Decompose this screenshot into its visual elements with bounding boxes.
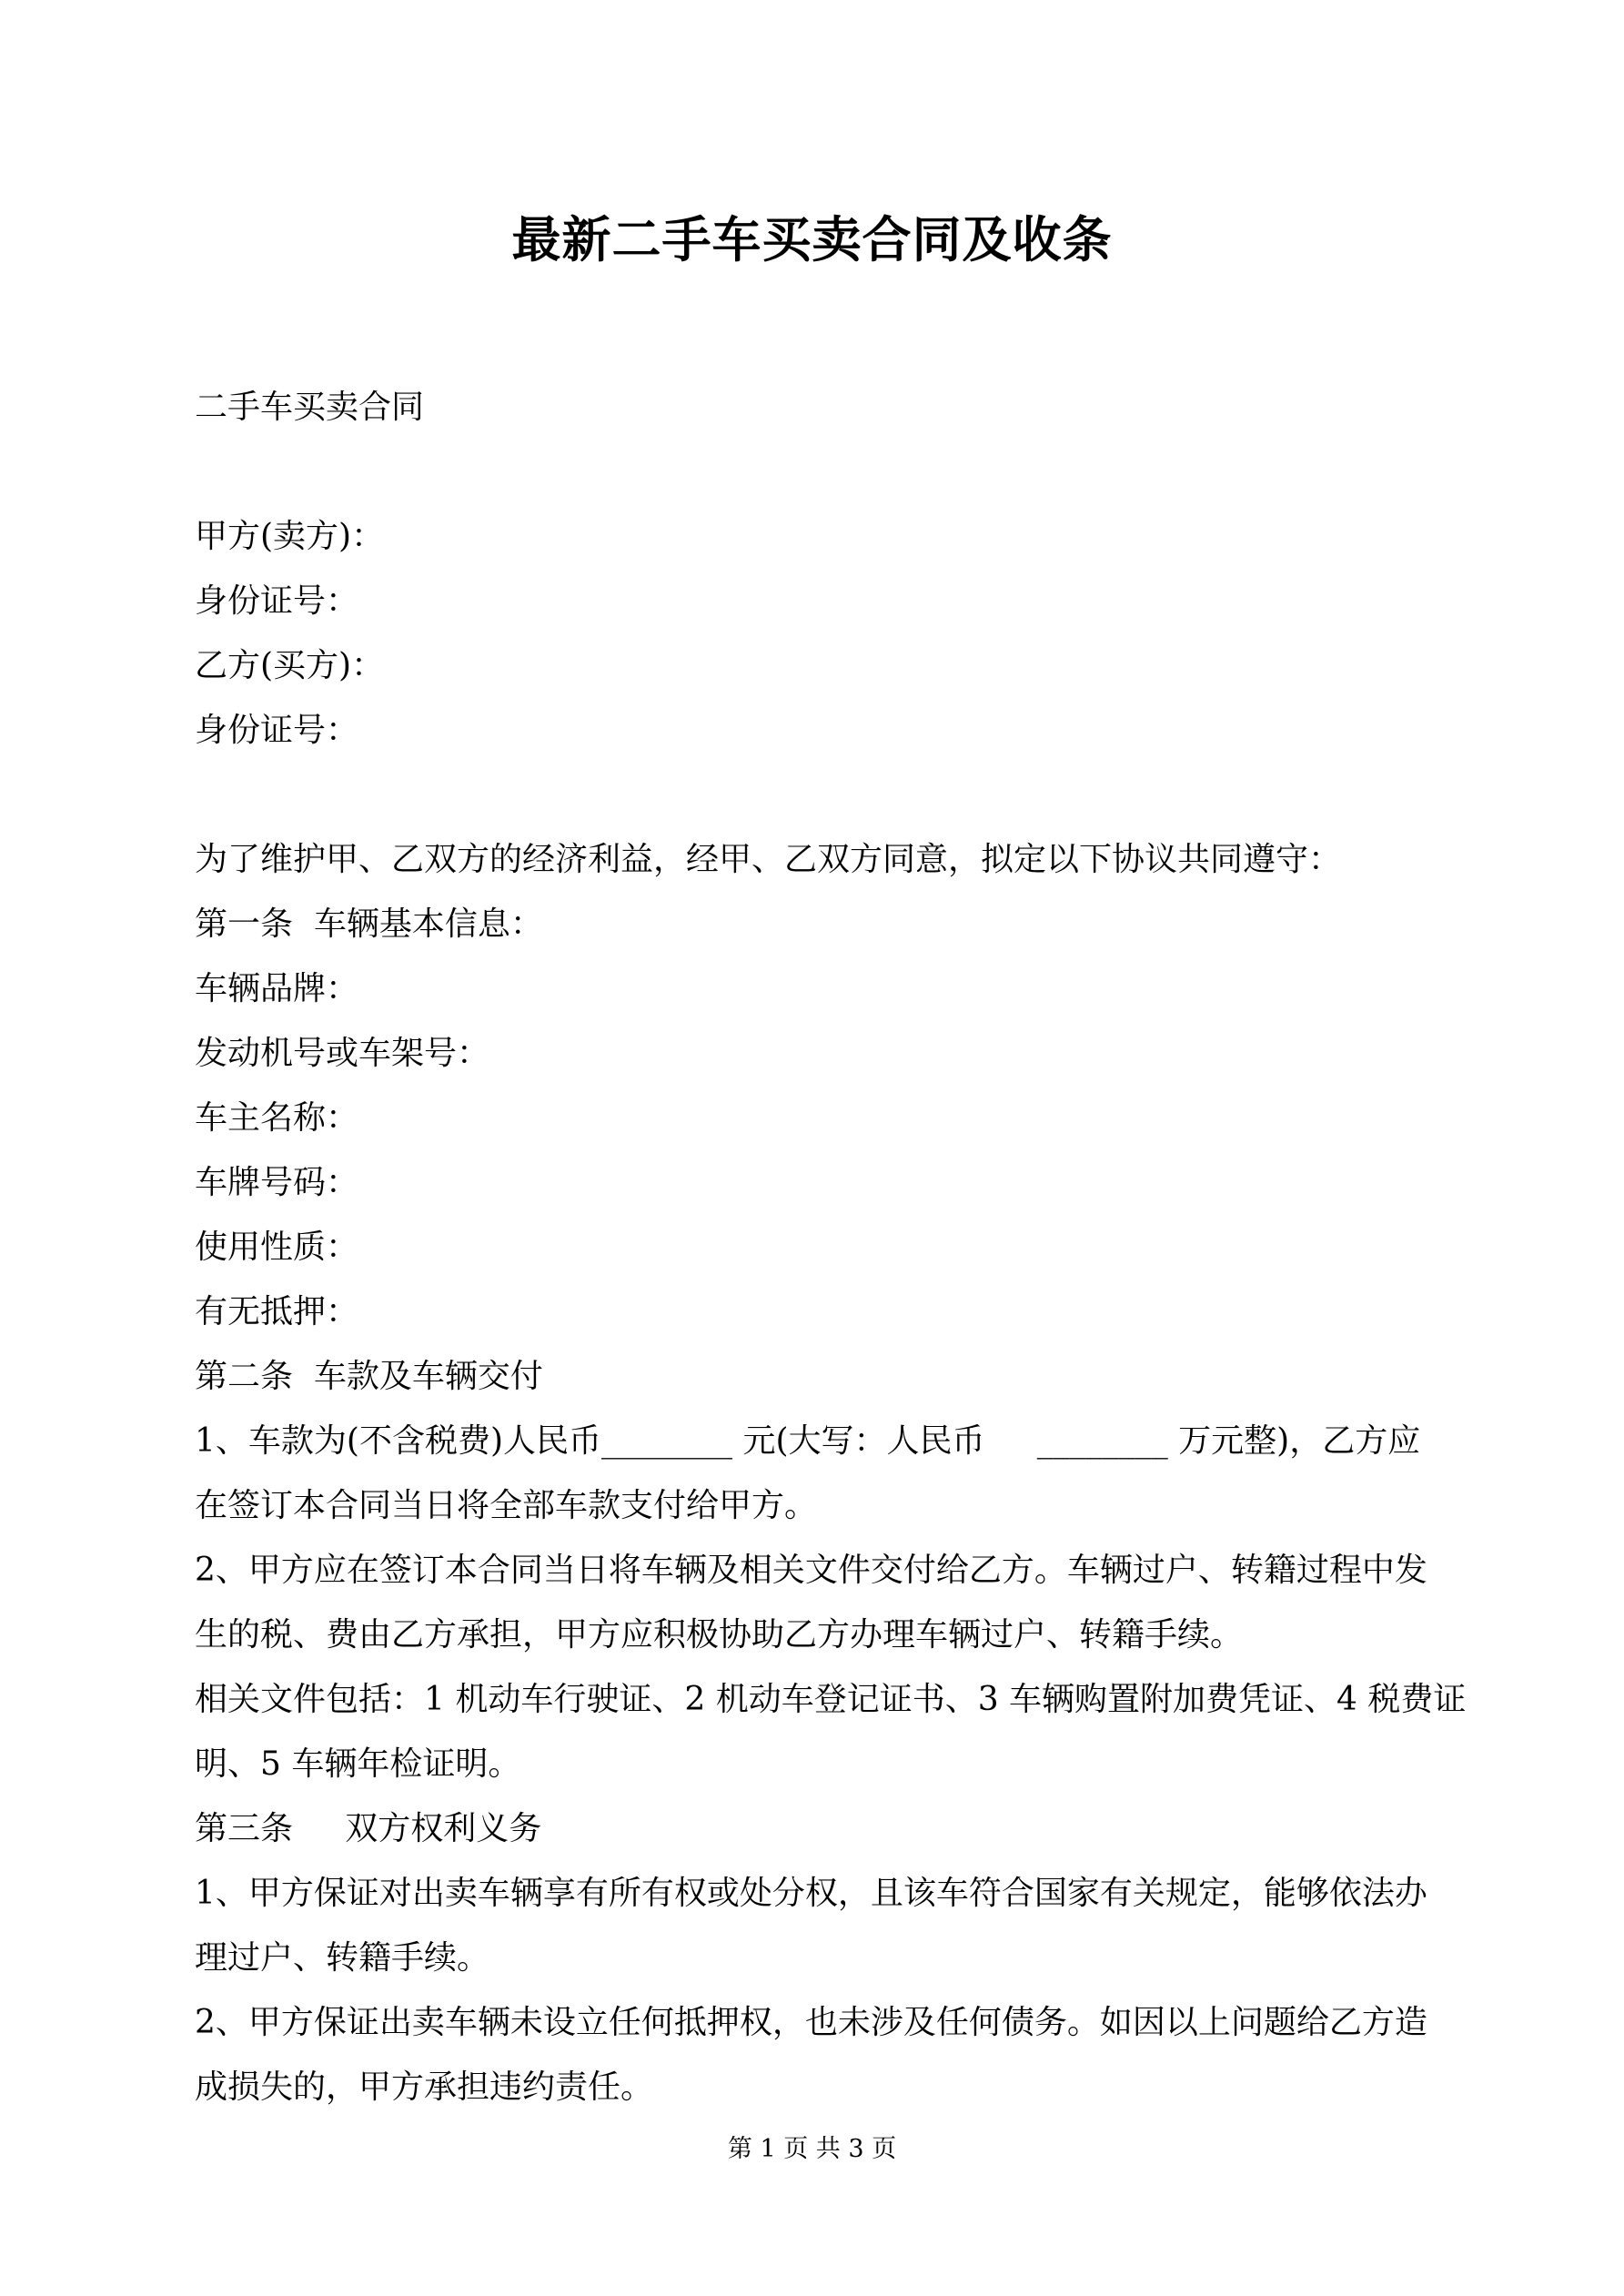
article2-heading: 第二条 车款及车辆交付 (195, 1358, 543, 1395)
article2-item2-line1: 2、甲方应在签订本合同当日将车辆及相关文件交付给乙方。车辆过户、转籍过程中发 (195, 1552, 1427, 1589)
usage-type-label: 使用性质： (195, 1229, 359, 1266)
article2-item2-line2: 生的税、费由乙方承担，甲方应积极协助乙方办理车辆过户、转籍手续。 (195, 1616, 1244, 1654)
article3-heading: 第三条 双方权利义务 (195, 1810, 542, 1847)
seller-id-label: 身份证号： (195, 582, 359, 620)
article2-docs-line1: 相关文件包括：1 机动车行驶证、2 机动车登记证书、3 车辆购置附加费凭证、4 税费证 (195, 1681, 1467, 1718)
buyer-label: 乙方(买方)： (195, 647, 385, 684)
article3-item1-line1: 1、甲方保证对出卖车辆享有所有权或处分权，且该车符合国家有关规定，能够依法办 (195, 1875, 1427, 1912)
article1-heading: 第一条 车辆基本信息： (195, 905, 543, 943)
buyer-id-label: 身份证号： (195, 712, 359, 749)
vehicle-brand-label: 车辆品牌： (195, 970, 359, 1007)
article2-item1-line1: 1、车款为(不含税费)人民币________ 元(大写：人民币 ________ 万元整)，乙方应 (195, 1422, 1421, 1460)
spacer (195, 440, 1441, 504)
article3-item2-line2: 成损失的，甲方承担违约责任。 (195, 2068, 654, 2106)
article2-item1-line2: 在签订本合同当日将全部车款支付给甲方。 (195, 1487, 818, 1524)
contract-subtitle: 二手车买卖合同 (195, 389, 425, 426)
engine-number-label: 发动机号或车架号： (195, 1035, 490, 1072)
owner-name-label: 车主名称： (195, 1099, 359, 1137)
plate-number-label: 车牌号码： (195, 1164, 359, 1201)
article2-docs-line2: 明、5 车辆年检证明。 (195, 1745, 521, 1783)
document-body (195, 375, 1467, 2119)
document-title: 最新二手车买卖合同及收条 (511, 210, 1113, 268)
spacer (195, 763, 1441, 827)
page-footer: 第 1 页 共 3 页 (727, 2135, 897, 2163)
article3-item1-line2: 理过户、转籍手续。 (195, 1939, 490, 1977)
intro-paragraph: 为了维护甲、乙双方的经济利益，经甲、乙双方同意，拟定以下协议共同遵守： (195, 841, 1342, 878)
article3-item2-line1: 2、甲方保证出卖车辆未设立任何抵押权，也未涉及任何债务。如因以上问题给乙方造 (195, 2004, 1427, 2041)
seller-label: 甲方(卖方)： (195, 518, 385, 555)
mortgage-label: 有无抵押： (195, 1293, 359, 1330)
